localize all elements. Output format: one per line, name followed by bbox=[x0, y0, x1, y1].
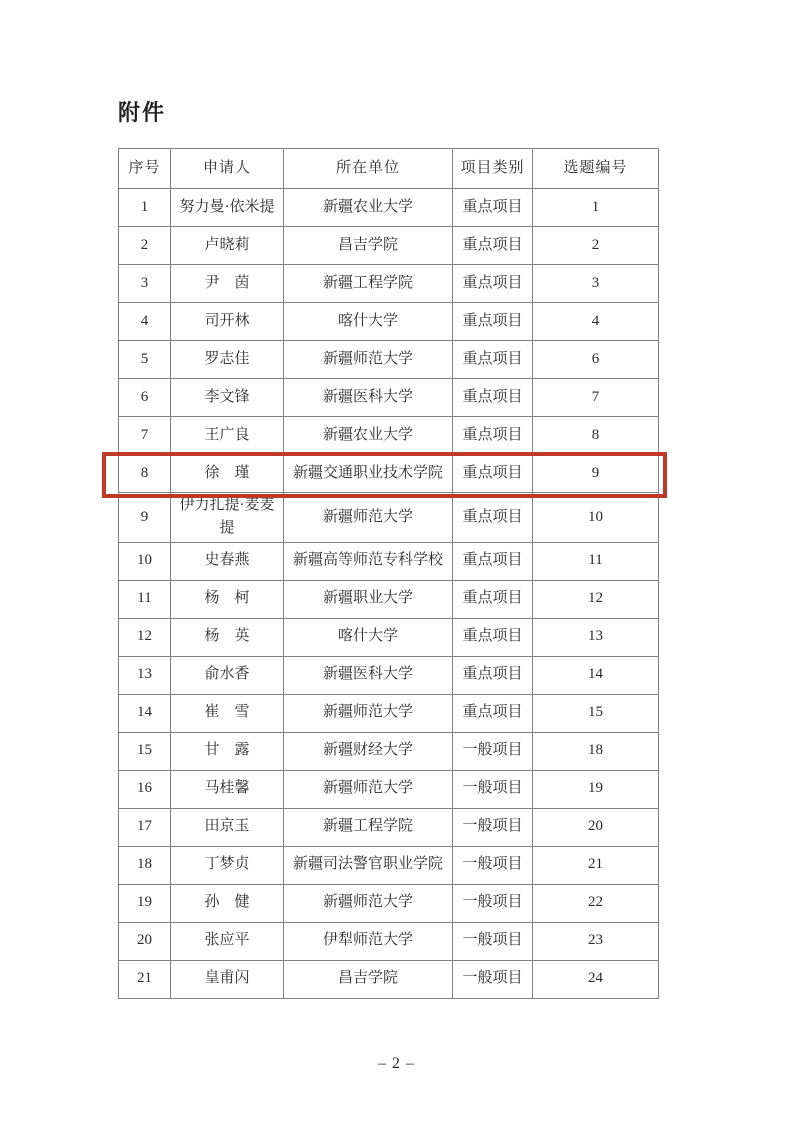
table-row bbox=[119, 542, 659, 580]
topic-number-cell: 10 bbox=[533, 493, 659, 543]
topic-number-cell: 11 bbox=[533, 542, 659, 580]
topic-number-cell: 8 bbox=[533, 417, 659, 455]
category-cell: 一般项目 bbox=[453, 960, 533, 998]
table-row bbox=[119, 618, 659, 656]
category-cell: 重点项目 bbox=[453, 189, 533, 227]
table-row bbox=[119, 694, 659, 732]
serial-number-cell: 7 bbox=[119, 417, 171, 455]
table-row bbox=[119, 379, 659, 417]
applicant-cell: 马桂馨 bbox=[171, 770, 284, 808]
table-row bbox=[119, 656, 659, 694]
applicant-cell: 田京玉 bbox=[171, 808, 284, 846]
serial-number-cell: 14 bbox=[119, 694, 171, 732]
serial-number-cell: 16 bbox=[119, 770, 171, 808]
topic-number-cell: 22 bbox=[533, 884, 659, 922]
serial-number-cell: 6 bbox=[119, 379, 171, 417]
topic-number-cell: 21 bbox=[533, 846, 659, 884]
category-cell: 一般项目 bbox=[453, 808, 533, 846]
page-number: – 2 – bbox=[378, 1055, 415, 1072]
category-cell: 重点项目 bbox=[453, 341, 533, 379]
institution-cell: 新疆司法警官职业学院 bbox=[284, 846, 453, 884]
serial-number-cell: 13 bbox=[119, 656, 171, 694]
institution-cell: 新疆医科大学 bbox=[284, 379, 453, 417]
table-row bbox=[119, 770, 659, 808]
institution-cell: 新疆职业大学 bbox=[284, 580, 453, 618]
category-cell: 重点项目 bbox=[453, 227, 533, 265]
institution-cell: 新疆师范大学 bbox=[284, 694, 453, 732]
institution-cell: 新疆农业大学 bbox=[284, 417, 453, 455]
header-topic-number: 选题编号 bbox=[533, 149, 659, 189]
topic-number-cell: 20 bbox=[533, 808, 659, 846]
applicant-cell: 崔 雪 bbox=[171, 694, 284, 732]
category-cell: 一般项目 bbox=[453, 922, 533, 960]
table-row bbox=[119, 303, 659, 341]
serial-number-cell: 9 bbox=[119, 493, 171, 543]
institution-cell: 喀什大学 bbox=[284, 303, 453, 341]
applicant-cell: 徐 瑾 bbox=[171, 455, 284, 493]
category-cell: 重点项目 bbox=[453, 542, 533, 580]
table-row bbox=[119, 189, 659, 227]
category-cell: 重点项目 bbox=[453, 379, 533, 417]
category-cell: 重点项目 bbox=[453, 694, 533, 732]
applicant-cell: 孙 健 bbox=[171, 884, 284, 922]
serial-number-cell: 17 bbox=[119, 808, 171, 846]
table-header-row bbox=[119, 149, 659, 189]
category-cell: 重点项目 bbox=[453, 580, 533, 618]
table-row bbox=[119, 265, 659, 303]
topic-number-cell: 7 bbox=[533, 379, 659, 417]
serial-number-cell: 3 bbox=[119, 265, 171, 303]
serial-number-cell: 11 bbox=[119, 580, 171, 618]
institution-cell: 昌吉学院 bbox=[284, 960, 453, 998]
topic-number-cell: 3 bbox=[533, 265, 659, 303]
table-row bbox=[119, 493, 659, 543]
institution-cell: 新疆工程学院 bbox=[284, 265, 453, 303]
header-serial-number: 序号 bbox=[119, 149, 171, 189]
serial-number-cell: 10 bbox=[119, 542, 171, 580]
topic-number-cell: 2 bbox=[533, 227, 659, 265]
header-institution: 所在单位 bbox=[284, 149, 453, 189]
category-cell: 一般项目 bbox=[453, 732, 533, 770]
institution-cell: 新疆医科大学 bbox=[284, 656, 453, 694]
category-cell: 一般项目 bbox=[453, 884, 533, 922]
category-cell: 重点项目 bbox=[453, 493, 533, 543]
table-body bbox=[119, 189, 659, 999]
category-cell: 重点项目 bbox=[453, 303, 533, 341]
topic-number-cell: 9 bbox=[533, 455, 659, 493]
table-row bbox=[119, 960, 659, 998]
institution-cell: 伊犁师范大学 bbox=[284, 922, 453, 960]
category-cell: 重点项目 bbox=[453, 417, 533, 455]
serial-number-cell: 1 bbox=[119, 189, 171, 227]
applicants-table bbox=[118, 148, 659, 999]
category-cell: 一般项目 bbox=[453, 770, 533, 808]
header-category: 项目类别 bbox=[453, 149, 533, 189]
table-row bbox=[119, 227, 659, 265]
institution-cell: 新疆师范大学 bbox=[284, 341, 453, 379]
applicant-cell: 罗志佳 bbox=[171, 341, 284, 379]
institution-cell: 新疆交通职业技术学院 bbox=[284, 455, 453, 493]
serial-number-cell: 4 bbox=[119, 303, 171, 341]
institution-cell: 新疆师范大学 bbox=[284, 884, 453, 922]
topic-number-cell: 23 bbox=[533, 922, 659, 960]
header-applicant: 申请人 bbox=[171, 149, 284, 189]
applicant-cell: 杨 柯 bbox=[171, 580, 284, 618]
table-row bbox=[119, 580, 659, 618]
topic-number-cell: 19 bbox=[533, 770, 659, 808]
institution-cell: 新疆财经大学 bbox=[284, 732, 453, 770]
table-row bbox=[119, 808, 659, 846]
applicant-cell: 卢晓莉 bbox=[171, 227, 284, 265]
table-row bbox=[119, 884, 659, 922]
applicant-cell: 杨 英 bbox=[171, 618, 284, 656]
table-row bbox=[119, 732, 659, 770]
topic-number-cell: 14 bbox=[533, 656, 659, 694]
institution-cell: 新疆工程学院 bbox=[284, 808, 453, 846]
applicant-cell: 李文锋 bbox=[171, 379, 284, 417]
table-row bbox=[119, 417, 659, 455]
institution-cell: 新疆高等师范专科学校 bbox=[284, 542, 453, 580]
topic-number-cell: 15 bbox=[533, 694, 659, 732]
applicant-cell: 张应平 bbox=[171, 922, 284, 960]
applicant-cell: 史春燕 bbox=[171, 542, 284, 580]
attachment-label: 附件 bbox=[118, 100, 167, 125]
serial-number-cell: 15 bbox=[119, 732, 171, 770]
applicant-cell: 丁梦贞 bbox=[171, 846, 284, 884]
topic-number-cell: 24 bbox=[533, 960, 659, 998]
topic-number-cell: 6 bbox=[533, 341, 659, 379]
serial-number-cell: 5 bbox=[119, 341, 171, 379]
topic-number-cell: 4 bbox=[533, 303, 659, 341]
category-cell: 重点项目 bbox=[453, 265, 533, 303]
applicant-cell: 皇甫闪 bbox=[171, 960, 284, 998]
serial-number-cell: 12 bbox=[119, 618, 171, 656]
applicant-cell: 伊力扎提·麦麦提 bbox=[171, 493, 284, 543]
category-cell: 一般项目 bbox=[453, 846, 533, 884]
institution-cell: 新疆师范大学 bbox=[284, 770, 453, 808]
table-row bbox=[119, 341, 659, 379]
institution-cell: 喀什大学 bbox=[284, 618, 453, 656]
serial-number-cell: 8 bbox=[119, 455, 171, 493]
table-row bbox=[119, 455, 659, 493]
serial-number-cell: 2 bbox=[119, 227, 171, 265]
applicant-cell: 甘 露 bbox=[171, 732, 284, 770]
applicant-cell: 努力曼·依米提 bbox=[171, 189, 284, 227]
category-cell: 重点项目 bbox=[453, 618, 533, 656]
applicant-cell: 尹 茵 bbox=[171, 265, 284, 303]
institution-cell: 新疆农业大学 bbox=[284, 189, 453, 227]
table-row bbox=[119, 846, 659, 884]
topic-number-cell: 13 bbox=[533, 618, 659, 656]
topic-number-cell: 12 bbox=[533, 580, 659, 618]
applicant-cell: 司开林 bbox=[171, 303, 284, 341]
category-cell: 重点项目 bbox=[453, 455, 533, 493]
topic-number-cell: 18 bbox=[533, 732, 659, 770]
serial-number-cell: 18 bbox=[119, 846, 171, 884]
serial-number-cell: 21 bbox=[119, 960, 171, 998]
category-cell: 重点项目 bbox=[453, 656, 533, 694]
institution-cell: 昌吉学院 bbox=[284, 227, 453, 265]
applicant-cell: 王广良 bbox=[171, 417, 284, 455]
institution-cell: 新疆师范大学 bbox=[284, 493, 453, 543]
table-row bbox=[119, 922, 659, 960]
applicant-cell: 俞水香 bbox=[171, 656, 284, 694]
serial-number-cell: 20 bbox=[119, 922, 171, 960]
serial-number-cell: 19 bbox=[119, 884, 171, 922]
topic-number-cell: 1 bbox=[533, 189, 659, 227]
